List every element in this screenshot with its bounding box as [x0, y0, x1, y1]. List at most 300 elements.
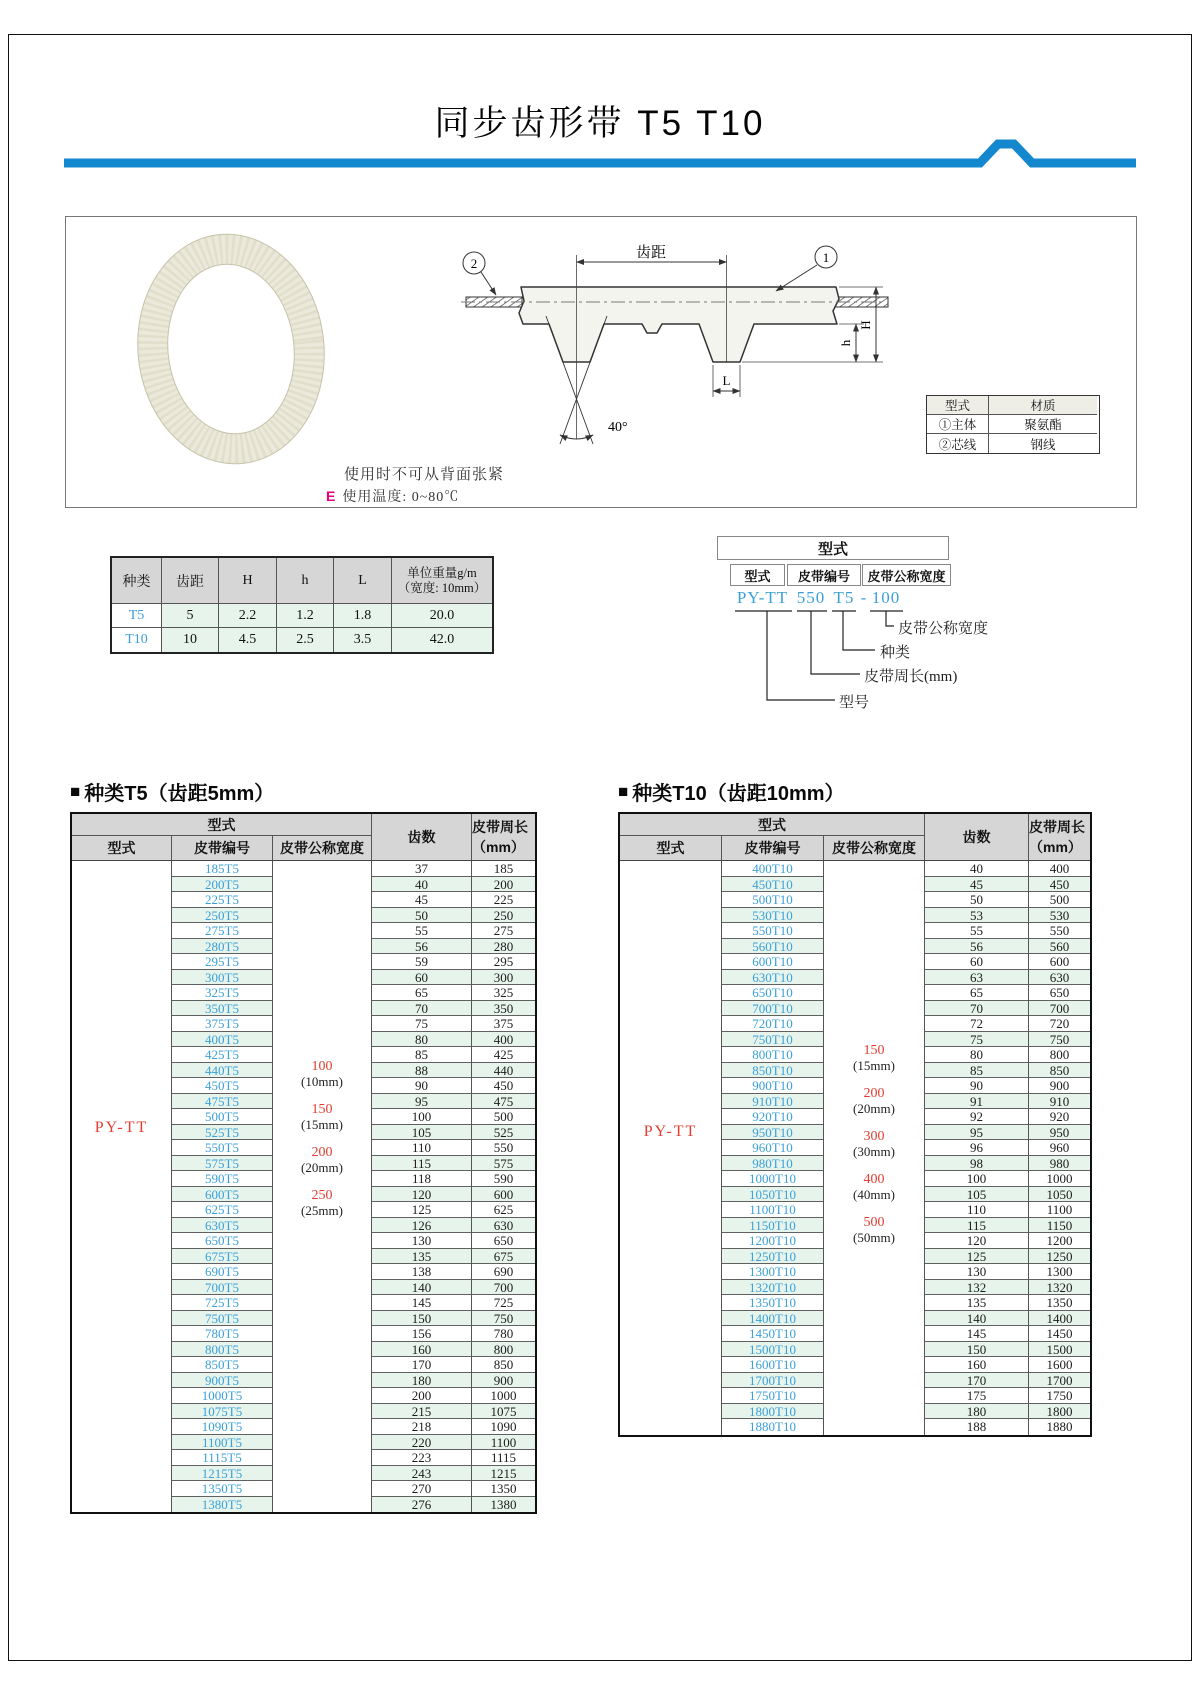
belt-photo: [101, 225, 381, 493]
table-cell: 56: [925, 939, 1028, 955]
table-cell: 850: [472, 1357, 535, 1373]
spec-table: [110, 556, 494, 654]
table-cell: 550T10: [722, 923, 823, 939]
table-cell: 1250: [1029, 1249, 1090, 1265]
table-cell: 325: [472, 985, 535, 1001]
table-cell: 1500: [1029, 1342, 1090, 1358]
table-cell: 780T5: [172, 1326, 272, 1342]
table-cell: 150: [372, 1311, 471, 1327]
table-cell: 1090: [472, 1419, 535, 1435]
table-cell: 80: [925, 1047, 1028, 1063]
spec-cell: 10: [162, 628, 219, 652]
table-cell: 725: [472, 1295, 535, 1311]
nominal-width-entry: 150 (15mm): [301, 1102, 343, 1132]
table-cell: 1000: [472, 1388, 535, 1404]
table-cell: 45: [925, 877, 1028, 893]
title-underline-bar: [64, 138, 1136, 170]
width-column: [824, 861, 925, 1435]
callout-label: 皮带周长(mm): [864, 669, 958, 685]
model-code-panel: [700, 530, 1080, 740]
table-cell: 450T10: [722, 877, 823, 893]
table-cell: 375T5: [172, 1016, 272, 1032]
table-cell: 450T5: [172, 1078, 272, 1094]
table-cell: 630: [1029, 970, 1090, 986]
table-cell: 70: [372, 1001, 471, 1017]
table-cell: 1450T10: [722, 1326, 823, 1342]
table-cell: 1075T5: [172, 1404, 272, 1420]
pitch-dimension-label: 齿距: [635, 245, 667, 261]
table-cell: 53: [925, 908, 1028, 924]
table-cell: 600: [1029, 954, 1090, 970]
callout-label: 皮带公称宽度: [898, 621, 989, 637]
table-cell: 90: [372, 1078, 471, 1094]
table-cell: 90: [925, 1078, 1028, 1094]
table-cell: 276: [372, 1497, 471, 1513]
table-cell: 132: [925, 1280, 1028, 1296]
table-cell: 105: [372, 1125, 471, 1141]
t10-table: [618, 812, 1092, 1437]
spec-cell: 5: [162, 604, 219, 628]
balloon-2: [463, 252, 496, 295]
table-cell: 250T5: [172, 908, 272, 924]
table-cell: 100: [372, 1109, 471, 1125]
table-cell: 300T5: [172, 970, 272, 986]
table-cell: 1050: [1029, 1187, 1090, 1203]
table-cell: 188: [966, 1419, 987, 1434]
t10-section: [618, 778, 1092, 1437]
table-cell: 275T5: [172, 923, 272, 939]
table-cell: 130: [372, 1233, 471, 1249]
table-cell: 1350: [472, 1481, 535, 1497]
table-cell: 1250T10: [722, 1249, 823, 1265]
spec-cell: 2.5: [277, 628, 334, 652]
table-cell: 160: [925, 1357, 1028, 1373]
svg-text:L: L: [722, 373, 731, 388]
table-cell: 630: [472, 1218, 535, 1234]
table-header-cell: 皮带周长（mm）: [1029, 814, 1090, 860]
table-cell: 72: [925, 1016, 1028, 1032]
table-cell: 95: [372, 1094, 471, 1110]
table-cell: 40: [925, 861, 1028, 877]
table-cell: 800T10: [722, 1047, 823, 1063]
table-cell: 88: [372, 1063, 471, 1079]
table-cell: 800: [1029, 1047, 1090, 1063]
spec-cell: 1.8: [334, 604, 392, 628]
model-code-value: T5: [833, 588, 855, 607]
table-cell: 1450: [1029, 1326, 1090, 1342]
nominal-width-entry: 500 (50mm): [853, 1215, 895, 1245]
model-code-value: PY-TT: [736, 588, 789, 607]
spec-cell-type: T5: [112, 604, 162, 628]
svg-text:2: 2: [470, 256, 478, 271]
table-cell: 140: [925, 1311, 1028, 1327]
model-code-field-box: 皮带公称宽度: [862, 564, 951, 586]
spec-cell: 3.5: [334, 628, 392, 652]
table-cell: 550: [1029, 923, 1090, 939]
table-cell: 95: [925, 1125, 1028, 1141]
table-cell: 55: [925, 923, 1028, 939]
table-cell: 243: [372, 1466, 471, 1482]
table-cell: 1350T10: [722, 1295, 823, 1311]
table-cell: 1800T10: [722, 1404, 823, 1420]
table-cell: 1100T10: [722, 1202, 823, 1218]
table-cell: 118: [372, 1171, 471, 1187]
table-cell: 223: [372, 1450, 471, 1466]
nominal-width-entry: 150 (15mm): [853, 1043, 895, 1073]
material-cell: ①主体: [927, 415, 989, 434]
table-cell: 690T5: [172, 1264, 272, 1280]
table-cell: 980: [1029, 1156, 1090, 1172]
table-cell: 400T5: [172, 1032, 272, 1048]
material-header-cell: 材质: [989, 396, 1097, 415]
table-cell: 530: [1029, 908, 1090, 924]
nominal-width-entry: 200 (20mm): [301, 1145, 343, 1175]
length-column: [472, 861, 535, 1512]
spec-cell: 1.2: [277, 604, 334, 628]
table-cell: 425T5: [172, 1047, 272, 1063]
table-cell: 56: [372, 939, 471, 955]
table-cell: 1215: [472, 1466, 535, 1482]
table-cell: 55: [372, 923, 471, 939]
t5-section: [70, 778, 537, 1514]
table-cell: 910T10: [722, 1094, 823, 1110]
table-cell: 185T5: [172, 861, 272, 877]
table-cell: 500T10: [722, 892, 823, 908]
section-bullet: ■: [70, 781, 81, 801]
table-cell: 1200T10: [722, 1233, 823, 1249]
table-header-cell: 皮带编号: [172, 836, 273, 860]
table-cell: 295: [472, 954, 535, 970]
table-cell: 1350T5: [172, 1481, 272, 1497]
width-column: [273, 861, 372, 1512]
table-cell: 675T5: [172, 1249, 272, 1265]
table-cell: 115: [372, 1156, 471, 1172]
table-cell: 110: [925, 1202, 1028, 1218]
table-cell: 440T5: [172, 1063, 272, 1079]
table-cell: 650: [1029, 985, 1090, 1001]
table-cell: 1400T10: [722, 1311, 823, 1327]
table-cell: 700: [1029, 1001, 1090, 1017]
table-cell: 180: [925, 1404, 1028, 1420]
spec-cell: 42.0: [392, 628, 492, 652]
table-cell: 630T10: [722, 970, 823, 986]
table-cell: 1000T10: [722, 1171, 823, 1187]
table-cell: 400T10: [722, 861, 823, 877]
table-cell: 170: [925, 1373, 1028, 1389]
table-cell: 218: [372, 1419, 471, 1435]
table-cell: 280: [472, 939, 535, 955]
table-cell: 450: [472, 1078, 535, 1094]
table-cell: 325T5: [172, 985, 272, 1001]
table-cell: 85: [925, 1063, 1028, 1079]
table-cell: 270: [372, 1481, 471, 1497]
table-cell: 475T5: [172, 1094, 272, 1110]
table-cell: 1600: [1029, 1357, 1090, 1373]
table-cell: 700T5: [172, 1280, 272, 1296]
model-code-field-box: 型式: [730, 564, 785, 586]
material-header-cell: 型式: [927, 396, 989, 415]
table-cell: 250: [472, 908, 535, 924]
table-cell: 37: [372, 861, 471, 877]
table-header-cell: 型式: [72, 836, 172, 860]
table-cell: 85: [372, 1047, 471, 1063]
table-cell: 650T5: [172, 1233, 272, 1249]
table-cell: 145: [372, 1295, 471, 1311]
table-cell: 525T5: [172, 1125, 272, 1141]
spec-header-cell: H: [219, 558, 277, 604]
svg-text:H: H: [858, 320, 873, 330]
e-tag: E: [326, 488, 337, 504]
model-code-value: -: [860, 588, 868, 607]
table-cell: 850: [1029, 1063, 1090, 1079]
table-cell: 980T10: [722, 1156, 823, 1172]
table-cell: 625: [472, 1202, 535, 1218]
table-cell: 75: [372, 1016, 471, 1032]
table-cell: 125: [925, 1249, 1028, 1265]
table-cell: 100: [925, 1171, 1028, 1187]
nominal-width-entry: 250 (25mm): [301, 1188, 343, 1218]
table-cell: 200: [372, 1388, 471, 1404]
model-column: PY-TT: [72, 861, 172, 1512]
table-cell: 215: [372, 1404, 471, 1420]
table-cell: 700T10: [722, 1001, 823, 1017]
table-cell: 180: [372, 1373, 471, 1389]
table-cell: 950: [1029, 1125, 1090, 1141]
t5-table: [70, 812, 537, 1514]
table-cell: 1500T10: [722, 1342, 823, 1358]
balloon-1: [776, 246, 837, 291]
table-cell: 92: [925, 1109, 1028, 1125]
table-cell: 185: [472, 861, 535, 877]
table-header-cell: 皮带周长（mm）: [472, 814, 535, 860]
table-cell: 900: [1029, 1078, 1090, 1094]
table-cell: 175: [925, 1388, 1028, 1404]
spec-header-cell-weight: 单位重量g/m （宽度: 10mm）: [392, 558, 492, 604]
table-cell: 1000: [1029, 1171, 1090, 1187]
svg-text:1: 1: [822, 250, 830, 265]
nominal-width-entry: 200 (20mm): [853, 1086, 895, 1116]
table-cell: 96: [925, 1140, 1028, 1156]
table-cell: 600: [472, 1187, 535, 1203]
table-header-cell: 型式: [620, 836, 722, 860]
table-cell: 1700: [1029, 1373, 1090, 1389]
table-cell: 1800: [1029, 1404, 1090, 1420]
table-cell: 1300T10: [722, 1264, 823, 1280]
table-cell: 900: [472, 1373, 535, 1389]
table-cell: 650T10: [722, 985, 823, 1001]
page-title: 同步齿形带 T5 T10: [434, 104, 766, 143]
material-cell: 聚氨酯: [989, 415, 1097, 434]
table-cell: 98: [925, 1156, 1028, 1172]
table-cell: 200: [472, 877, 535, 893]
table-cell: 1320: [1029, 1280, 1090, 1296]
table-cell: 700: [472, 1280, 535, 1296]
table-cell: 120: [372, 1187, 471, 1203]
belt-profile: [519, 287, 839, 362]
table-cell: 500: [1029, 892, 1090, 908]
svg-text:40°: 40°: [608, 420, 628, 435]
table-cell: 375: [472, 1016, 535, 1032]
table-cell: 750T5: [172, 1311, 272, 1327]
table-cell: 1075: [472, 1404, 535, 1420]
table-cell: 720T10: [722, 1016, 823, 1032]
table-cell: 91: [925, 1094, 1028, 1110]
table-header-cell: 齿数: [925, 814, 1029, 860]
table-cell: 1150: [1029, 1218, 1090, 1234]
table-cell: 450: [1029, 877, 1090, 893]
nominal-width-entry: 300 (30mm): [853, 1129, 895, 1159]
table-cell: 59: [372, 954, 471, 970]
table-cell: 910: [1029, 1094, 1090, 1110]
table-cell: 105: [925, 1187, 1028, 1203]
table-cell: 45: [372, 892, 471, 908]
spec-header-cell: h: [277, 558, 334, 604]
table-cell: 138: [372, 1264, 471, 1280]
usage-note: 使用时不可从背面张紧: [344, 467, 505, 483]
table-header-cell: 型式: [620, 814, 925, 836]
svg-text:h: h: [838, 339, 853, 347]
table-cell: 500T5: [172, 1109, 272, 1125]
table-cell: 525: [472, 1125, 535, 1141]
spec-cell: 20.0: [392, 604, 492, 628]
table-cell: 150: [925, 1342, 1028, 1358]
overview-panel: [65, 216, 1137, 508]
table-cell: 920: [1029, 1109, 1090, 1125]
table-cell: 1100: [1029, 1202, 1090, 1218]
table-cell: 1880: [1046, 1419, 1073, 1434]
table-cell: 575: [472, 1156, 535, 1172]
table-cell: 475: [472, 1094, 535, 1110]
table-cell: 750: [1029, 1032, 1090, 1048]
table-cell: 160: [372, 1342, 471, 1358]
table-cell: 1100T5: [172, 1435, 272, 1451]
table-cell: 400: [1029, 861, 1090, 877]
table-cell: 65: [925, 985, 1028, 1001]
table-cell: 110: [372, 1140, 471, 1156]
table-cell: 295T5: [172, 954, 272, 970]
table-cell: 350T5: [172, 1001, 272, 1017]
spec-cell-type: T10: [112, 628, 162, 652]
section-title: ■ 种类T10（齿距10mm）: [618, 781, 845, 805]
table-cell: 135: [925, 1295, 1028, 1311]
nominal-width-entry: 100 (10mm): [301, 1059, 343, 1089]
table-cell: 600T10: [722, 954, 823, 970]
table-cell: 850T5: [172, 1357, 272, 1373]
table-cell: 1400: [1029, 1311, 1090, 1327]
table-cell: 630T5: [172, 1218, 272, 1234]
belt-section-drawing: [436, 229, 896, 474]
table-cell: 220: [372, 1435, 471, 1451]
spec-header-cell: 齿距: [162, 558, 219, 604]
table-cell: 135: [372, 1249, 471, 1265]
table-cell: 200T5: [172, 877, 272, 893]
table-cell: 300: [472, 970, 535, 986]
table-cell: 75: [925, 1032, 1028, 1048]
table-cell: 600T5: [172, 1187, 272, 1203]
table-cell: 145: [925, 1326, 1028, 1342]
table-cell: 125: [372, 1202, 471, 1218]
temperature-note: E 使用温度: 0~80℃: [326, 488, 460, 505]
table-cell: 560: [1029, 939, 1090, 955]
material-cell: ②芯线: [927, 434, 989, 453]
table-cell: 920T10: [722, 1109, 823, 1125]
table-header-cell: 皮带公称宽度: [273, 836, 372, 860]
table-cell: 850T10: [722, 1063, 823, 1079]
table-cell: 65: [372, 985, 471, 1001]
table-cell: 170: [372, 1357, 471, 1373]
model-code-value: 550: [796, 588, 826, 607]
table-cell: 590T5: [172, 1171, 272, 1187]
table-cell: 950T10: [722, 1125, 823, 1141]
table-cell: 50: [925, 892, 1028, 908]
model-code-title-box: 型式: [717, 536, 949, 560]
table-cell: 126: [372, 1218, 471, 1234]
material-table: [926, 395, 1100, 454]
table-cell: 550: [472, 1140, 535, 1156]
table-cell: 900T10: [722, 1078, 823, 1094]
table-cell: 70: [925, 1001, 1028, 1017]
table-cell: 225T5: [172, 892, 272, 908]
table-cell: 800T5: [172, 1342, 272, 1358]
material-cell: 钢线: [1030, 437, 1056, 452]
nominal-width-entry: 400 (40mm): [853, 1172, 895, 1202]
table-cell: 780: [472, 1326, 535, 1342]
table-cell: 1750T10: [722, 1388, 823, 1404]
table-cell: 1200: [1029, 1233, 1090, 1249]
table-cell: 1750: [1029, 1388, 1090, 1404]
table-cell: 560T10: [722, 939, 823, 955]
belt-no-column: [172, 861, 273, 1512]
table-cell: 1090T5: [172, 1419, 272, 1435]
table-cell: 1880T10: [749, 1419, 796, 1434]
table-cell: 50: [372, 908, 471, 924]
table-cell: 720: [1029, 1016, 1090, 1032]
table-cell: 1150T10: [722, 1218, 823, 1234]
table-cell: 1115T5: [172, 1450, 272, 1466]
table-cell: 1100: [472, 1435, 535, 1451]
table-cell: 750T10: [722, 1032, 823, 1048]
spec-cell: 4.5: [219, 628, 277, 652]
table-cell: 60: [372, 970, 471, 986]
table-cell: 550T5: [172, 1140, 272, 1156]
table-cell: 1300: [1029, 1264, 1090, 1280]
model-column: PY-TT: [620, 861, 722, 1435]
section-title: ■ 种类T5（齿距5mm）: [70, 781, 275, 805]
table-cell: 725T5: [172, 1295, 272, 1311]
table-cell: 350: [472, 1001, 535, 1017]
teeth-column: [925, 861, 1029, 1435]
table-cell: 675: [472, 1249, 535, 1265]
table-cell: 80: [372, 1032, 471, 1048]
table-cell: 530T10: [722, 908, 823, 924]
table-cell: 115: [925, 1218, 1028, 1234]
model-code-value: 100: [871, 588, 901, 607]
table-cell: 140: [372, 1280, 471, 1296]
table-header-cell: 齿数: [372, 814, 472, 860]
spec-header-cell: L: [334, 558, 392, 604]
table-cell: 625T5: [172, 1202, 272, 1218]
table-cell: 1115: [472, 1450, 535, 1466]
table-cell: 750: [472, 1311, 535, 1327]
tooth-width-dimension: [713, 365, 740, 397]
table-cell: 63: [925, 970, 1028, 986]
table-cell: 960: [1029, 1140, 1090, 1156]
table-cell: 800: [472, 1342, 535, 1358]
table-cell: 60: [925, 954, 1028, 970]
table-cell: 500: [472, 1109, 535, 1125]
table-cell: 120: [925, 1233, 1028, 1249]
table-header-cell: 皮带公称宽度: [824, 836, 925, 860]
